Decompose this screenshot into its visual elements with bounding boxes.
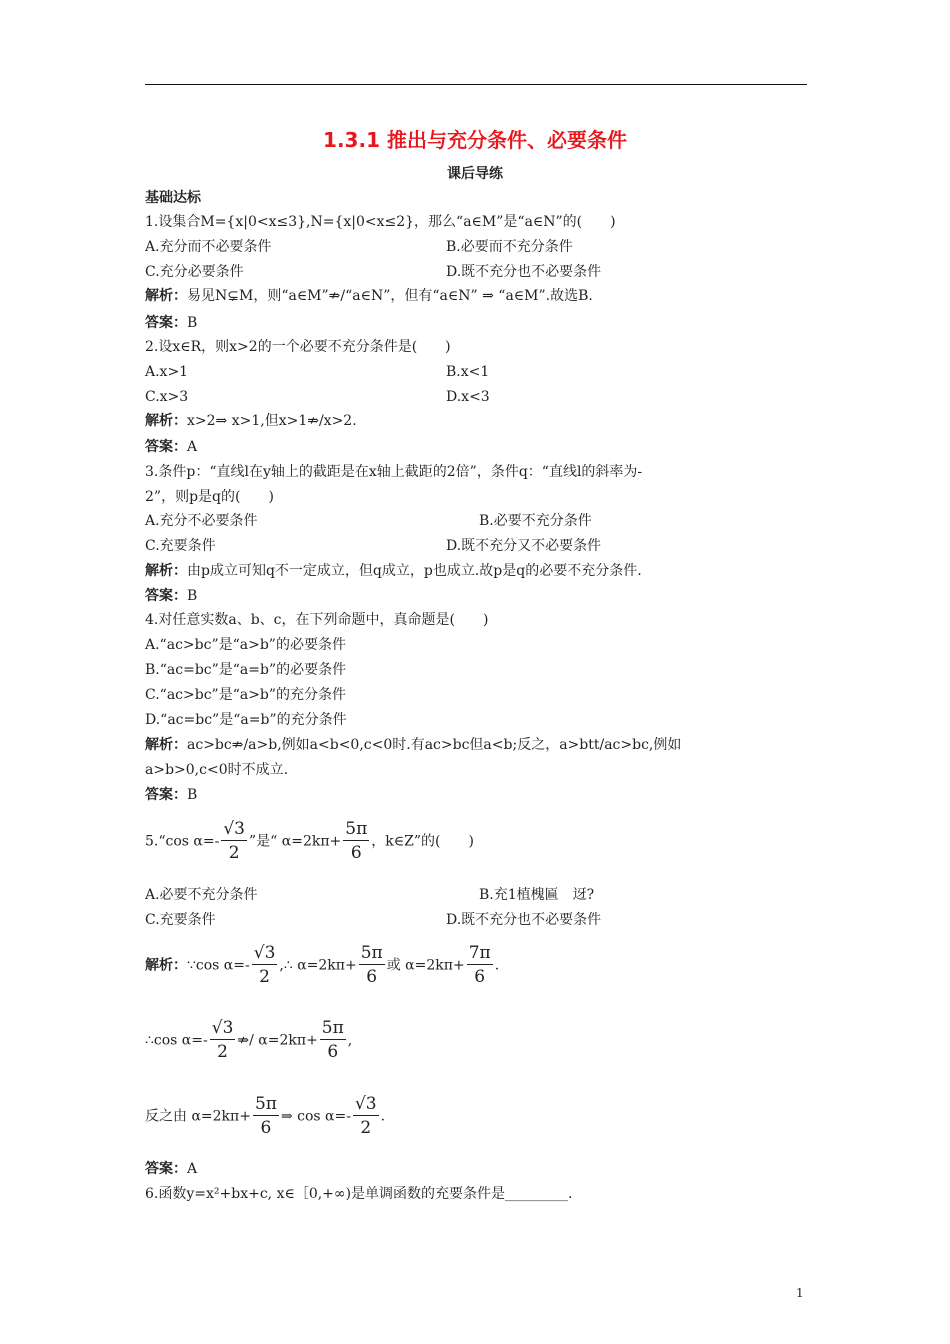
q2-answer: 答案：A xyxy=(145,439,198,455)
q4-option-a: A.“ac>bc”是“a>b”的必要条件 xyxy=(145,637,346,653)
q4-option-b: B.“ac=bc”是“a=b”的必要条件 xyxy=(145,662,347,678)
q3-option-b: B.必要不充分条件 xyxy=(479,513,592,529)
answer-label: 答案： xyxy=(145,439,187,455)
q1-analysis: 解析：易见N⊊M，则“a∈M”⇏/“a∈N”，但有“a∈N” ⇒ “a∈M”.故选B. xyxy=(145,288,593,304)
q5-stem: 5.“cos α=- $\frac{√3}{2}$ ”是“ α=2kπ+ $\frac{5\pi}{6}$ ，k∈Z”的( ) xyxy=(145,819,474,863)
fraction-5pi-over-6: $\frac{5\pi}{6}$ xyxy=(321,1018,344,1062)
answer-label: 答案： xyxy=(145,588,187,604)
q1-stem: 1.设集合M={x|0<x≤3},N={x|0<x≤2}，那么“a∈M”是“a∈N”的( ) xyxy=(145,214,616,230)
q6-stem: 6.函数y=x²+bx+c, x∈［0,+∞)是单调函数的充要条件是_________. xyxy=(145,1186,573,1202)
q4-option-d: D.“ac=bc”是“a=b”的充分条件 xyxy=(145,712,347,728)
q2-stem: 2.设x∈R，则x>2的一个必要不充分条件是( ) xyxy=(145,339,451,355)
q2-option-c: C.x>3 xyxy=(145,389,189,405)
q3-answer: 答案：B xyxy=(145,588,198,604)
analysis-label: 解析： xyxy=(145,288,187,304)
fraction-sqrt3-over-2: $\frac{√3}{2}$ xyxy=(354,1094,377,1138)
q5-analysis-line3: 反之由 α=2kπ+ $\frac{5\pi}{6}$ ⇒ cos α=- $\frac{√3}{2}$ . xyxy=(145,1094,386,1138)
header-rule xyxy=(145,84,807,85)
fraction-sqrt3-over-2: $\frac{√3}{2}$ xyxy=(223,819,245,863)
analysis-label: 解析： xyxy=(145,737,187,753)
answer-label: 答案： xyxy=(145,1161,187,1177)
analysis-label: 解析： xyxy=(145,563,187,579)
q5-analysis-line1: 解析：∵cos α=- $\frac{√3}{2}$ ,∴ α=2kπ+ $\frac{5\pi}{6}$ 或 α=2kπ+ $\frac{7\pi}{6}$ . xyxy=(145,943,500,987)
q5-analysis-line2: ∴cos α=- $\frac{√3}{2}$ ⇏/ α=2kπ+ $\frac{5\pi}{6}$ , xyxy=(145,1018,353,1062)
q5-option-a: A.必要不充分条件 xyxy=(145,887,258,903)
subtitle: 课后导练 xyxy=(447,166,503,182)
q4-stem: 4.对任意实数a、b、c，在下列命题中，真命题是( ) xyxy=(145,612,489,628)
q3-option-c: C.充要条件 xyxy=(145,538,216,554)
page-title: 1.3.1 推出与充分条件、必要条件 xyxy=(323,128,627,152)
q2-option-d: D.x<3 xyxy=(446,389,490,405)
fraction-7pi-over-6: $\frac{7\pi}{6}$ xyxy=(468,943,491,987)
answer-label: 答案： xyxy=(145,315,187,331)
page-number: 1 xyxy=(796,1286,804,1300)
q5-option-d: D.既不充分也不必要条件 xyxy=(446,912,602,928)
fraction-5pi-over-6: $\frac{5\pi}{6}$ xyxy=(345,819,368,863)
q3-option-a: A.充分不必要条件 xyxy=(145,513,258,529)
q1-option-d: D.既不充分也不必要条件 xyxy=(446,264,602,280)
answer-label: 答案： xyxy=(145,787,187,803)
section-heading: 基础达标 xyxy=(145,190,201,206)
q1-option-c: C.充分必要条件 xyxy=(145,264,244,280)
q4-analysis-line2: a>b>0,c<0时不成立. xyxy=(145,762,289,778)
q3-stem-line1: 3.条件p：“直线l在y轴上的截距是在x轴上截距的2倍”，条件q：“直线l的斜率为- xyxy=(145,464,643,480)
q5-answer: 答案：A xyxy=(145,1161,198,1177)
q4-option-c: C.“ac>bc”是“a>b”的充分条件 xyxy=(145,687,347,703)
q2-option-a: A.x>1 xyxy=(145,364,189,380)
analysis-label: 解析： xyxy=(145,957,187,974)
fraction-5pi-over-6: $\frac{5\pi}{6}$ xyxy=(360,943,383,987)
q5-option-c: C.充要条件 xyxy=(145,912,216,928)
q1-option-a: A.充分而不必要条件 xyxy=(145,239,272,255)
fraction-sqrt3-over-2: $\frac{√3}{2}$ xyxy=(211,1018,234,1062)
fraction-sqrt3-over-2: $\frac{√3}{2}$ xyxy=(253,943,276,987)
fraction-5pi-over-6: $\frac{5\pi}{6}$ xyxy=(254,1094,277,1138)
analysis-label: 解析： xyxy=(145,413,187,429)
q2-analysis: 解析：x>2⇒ x>1,但x>1⇏/x>2. xyxy=(145,413,357,429)
q1-option-b: B.必要而不充分条件 xyxy=(446,239,573,255)
q5-option-b: B.充1植槐匾 迓? xyxy=(479,887,595,903)
q3-stem-line2: 2”，则p是q的( ) xyxy=(145,489,274,505)
q1-answer: 答案：B xyxy=(145,315,198,331)
q3-option-d: D.既不充分又不必要条件 xyxy=(446,538,602,554)
q3-analysis: 解析：由p成立可知q不一定成立，但q成立，p也成立.故p是q的必要不充分条件. xyxy=(145,563,642,579)
q4-analysis-line1: 解析：ac>bc⇏/a>b,例如a<b<0,c<0时.有ac>bc但a<b;反之，a>btt/ac>bc,例如 xyxy=(145,737,682,753)
q4-answer: 答案：B xyxy=(145,787,198,803)
q2-option-b: B.x<1 xyxy=(446,364,490,380)
